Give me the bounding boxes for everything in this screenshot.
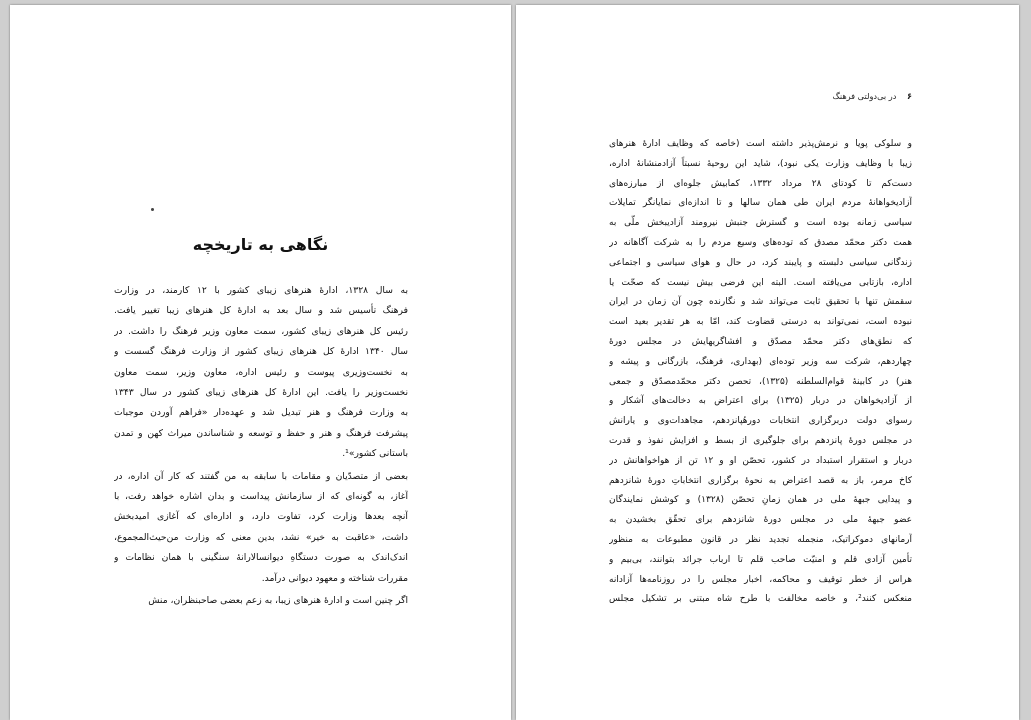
- text-line: آرمانهای دموکراتیک، منجمله تجدید نظر در قانون مطبوعات به منظور: [609, 534, 912, 545]
- text-line: به سال ۱۳۲۸، ادارهٔ هنرهای زیبای کشور با ۱۲ کارمند، در وزارت: [114, 285, 408, 296]
- text-line: به وزارت فرهنگ و هنر تبدیل شد و عهده‌دار «فراهم آوردن موجبات: [114, 407, 408, 419]
- text-line: زیبا با وظایف وزارت یکی نبود)، شاید این روحیهٔ نسبتاً آزادمنشانهٔ اداره،: [609, 158, 912, 169]
- running-head-title: در بی‌دولتی فرهنگ: [832, 91, 897, 101]
- text-line: آغاز، به گونه‌ای که از سازمانش پیداست و بدان اشاره خواهد رفت، با: [114, 491, 408, 503]
- text-line: سال ۱۳۴۰ ادارهٔ کل هنرهای زیبای کشور از وزارت فرهنگ گسست و: [114, 346, 408, 358]
- text-line: در مجلس دورهٔ پانزدهم برای جلوگیری از بسط و افزایش نفوذ و قدرت: [609, 435, 912, 446]
- left-page: [10, 5, 511, 720]
- text-line: اداره، بازتابی می‌یافته است. البته این فرضی بیش نیست که صحّت یا: [609, 277, 912, 288]
- text-line: فرهنگ تأسیس شد و سال بعد به ادارهٔ کل هنرهای زیبا تغییر یافت.: [114, 305, 408, 317]
- right-page-body: [609, 135, 912, 610]
- text-line: سقمش تنها با تحقیق ثابت می‌تواند شد و نگارنده چون آن زمان در ایران: [609, 297, 912, 308]
- text-line: همت دکتر محمّد مصدق که توده‌های وسیع مردم را به شرکت آگاهانه در: [609, 237, 912, 248]
- text-line: و سلوکی پویا و نرمش‌پذیر داشته است (خاصه که وظایف ادارهٔ هنرهای: [609, 139, 912, 149]
- running-head: [833, 91, 912, 101]
- text-line: کاخ مرمر، باز به قصد اعتراض به نحوهٔ برگزاری انتخاباتِ دورهٔ شانزدهم: [609, 475, 912, 486]
- text-line: رسوای دولت دربرگزاری انتخابات دورهٔپانزدهم، مجاهدات‌وی و یارانش: [609, 416, 912, 427]
- text-line: آزادیخواهانهٔ مردم ایران طی همان سالها و تا اندازه‌ای نمایانگر تمایلات: [609, 198, 912, 209]
- page-speck: [151, 208, 154, 211]
- text-line: هنر) در کابینهٔ قوام‌السلطنه (۱۳۲۵)، تحصن دکتر محمّدمصدّق و جمعی: [609, 376, 912, 387]
- left-paragraph-2: [114, 467, 408, 589]
- chapter-title: نگاهی به تاریخچه: [192, 235, 329, 254]
- text-line: از آزادیخواهان در دربار (۱۳۲۵) برای اعتراض به دخالت‌های آشکار و: [609, 396, 912, 407]
- text-line: دست‌کم تا کودتای ۲۸ مرداد ۱۳۳۲، کمابیش جلوه‌ای از مبارزه‌های: [609, 178, 912, 189]
- text-line: بعضی از متصدّیان و مقامات با سابقه به من گفتند که کار آن اداره، در: [114, 470, 408, 482]
- left-paragraph-3: [114, 591, 408, 611]
- right-page-paragraph: [609, 135, 912, 610]
- text-line: هراس از خطر توقیف و محاکمه، اخبار مجلس را در روزنامه‌ها آزادانه: [609, 574, 912, 585]
- text-line: آنچه بعدها وزارت کرد، تفاوت دارد، و اداره‌ای که آغازی امیدبخش: [114, 511, 408, 523]
- text-line: سیاسی زمانه بوده است و گسترش جنبش نیرومند آزادیبخش ملّی به: [609, 218, 912, 229]
- text-line: چهاردهم، شرکت سه وزیر توده‌ای (بهداری، فرهنگ، بازرگانی و پیشه و: [609, 356, 912, 367]
- left-page-body: [114, 281, 408, 612]
- text-line: مقررات شناخته و معهود دیوانی درآمد.: [261, 572, 408, 584]
- left-paragraph-1: [114, 281, 408, 465]
- text-line: که نطق‌های دکتر محمّد مصدّق و افشاگریهایش در مجلس دورهٔ: [609, 336, 912, 347]
- text-line: منعکس کنند²، و خاصه مخالفت با طرح شاه مبتنی بر تشکیل مجلس: [609, 594, 912, 605]
- text-line: دربار و استقرار استبداد در کشور، تحصّن او و ۱۲ تن از هواخواهانش در: [609, 455, 912, 466]
- text-line: پیشرفت فرهنگ و هنر و حفظ و توسعه و شناساندن میراث کهن و تمدن: [114, 427, 408, 439]
- text-line: زندگانی سیاسی دلبسته و پایبند کرد، در حال و هوای سیاسی و اجتماعی: [609, 257, 912, 268]
- text-line: رئیس کل هنرهای زیبای کشور، سمت معاون وزیر فرهنگ را داشت. در: [114, 325, 408, 337]
- page-number: ۶: [907, 91, 912, 101]
- text-line: به نخست‌وزیری پیوست و رئیس اداره، معاون وزیر، سمت معاون: [114, 366, 408, 378]
- right-page: [516, 5, 1019, 720]
- text-line: تأمین آزادی قلم و امنیّت صاحب قلم تا ارباب جرائد بتوانند، بی‌بیم و: [609, 554, 912, 565]
- text-line: باستانی کشور»¹.: [342, 448, 408, 460]
- text-line: داشت، «عاقبت به خیر» نشد، بدین معنی که وزارت من‌حیث‌المجموع،: [114, 531, 408, 543]
- text-line: اگر چنین است و ادارهٔ هنرهای زیبا، به زعم بعضی صاحبنظران، منش: [148, 595, 408, 607]
- text-line: اندک‌اندک به صورت دستگاهِ دیوانسالارانهٔ سنگینی با همان نظامات و: [114, 552, 408, 564]
- text-line: نخست‌وزیر را یافت. این ادارهٔ کل هنرهای زیبای کشور در سال ۱۳۴۳: [114, 387, 408, 399]
- text-line: عضو جبههٔ ملی در مجلس دورهٔ شانزدهم برای تحقّق بخشیدن به: [609, 515, 912, 526]
- text-line: نبوده است، نمی‌تواند به درستی قضاوت کند، امّا به هر تقدیر بعید است: [609, 317, 912, 328]
- text-line: و پیدایی جبههٔ ملی در همان زمانِ تحصّن (۱۳۲۸) و کوشش نمایندگان: [609, 495, 912, 506]
